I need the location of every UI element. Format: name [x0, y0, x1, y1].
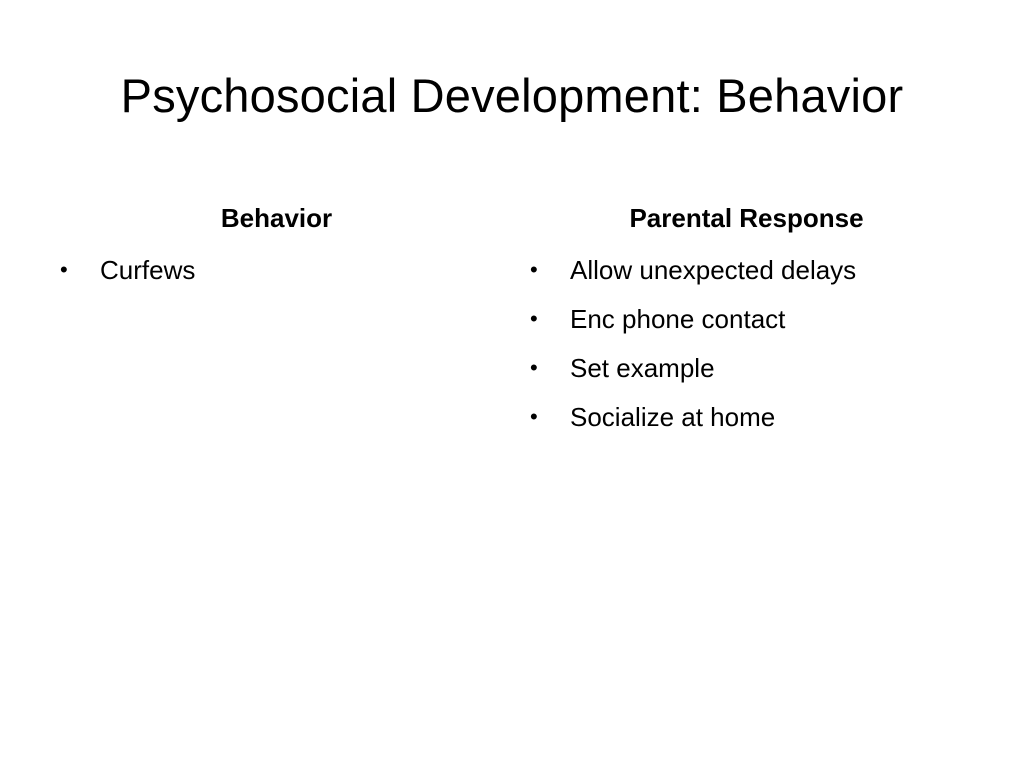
- list-item: [58, 248, 498, 297]
- list-item-text: Set example: [570, 353, 715, 383]
- list-item-text: Allow unexpected delays: [570, 255, 857, 285]
- column-header-behavior: Behavior: [220, 203, 333, 233]
- list-item-text: Enc phone contact: [570, 304, 786, 334]
- list-item-text: Socialize at home: [570, 402, 776, 432]
- bullet-icon: •: [530, 257, 538, 282]
- list-item: [528, 297, 968, 346]
- bullet-icon: •: [530, 404, 538, 429]
- list-item-text: Curfews: [100, 255, 196, 285]
- list-item: [528, 248, 968, 297]
- list-item: [528, 395, 968, 444]
- column-header-parental-response: Parental Response: [629, 203, 864, 233]
- behavior-list: [58, 248, 498, 297]
- bullet-icon: •: [530, 306, 538, 331]
- slide-title: Psychosocial Development: Behavior: [120, 69, 904, 122]
- parental-response-list: [528, 248, 968, 444]
- bullet-icon: •: [530, 355, 538, 380]
- list-item: [528, 346, 968, 395]
- bullet-icon: •: [60, 257, 68, 282]
